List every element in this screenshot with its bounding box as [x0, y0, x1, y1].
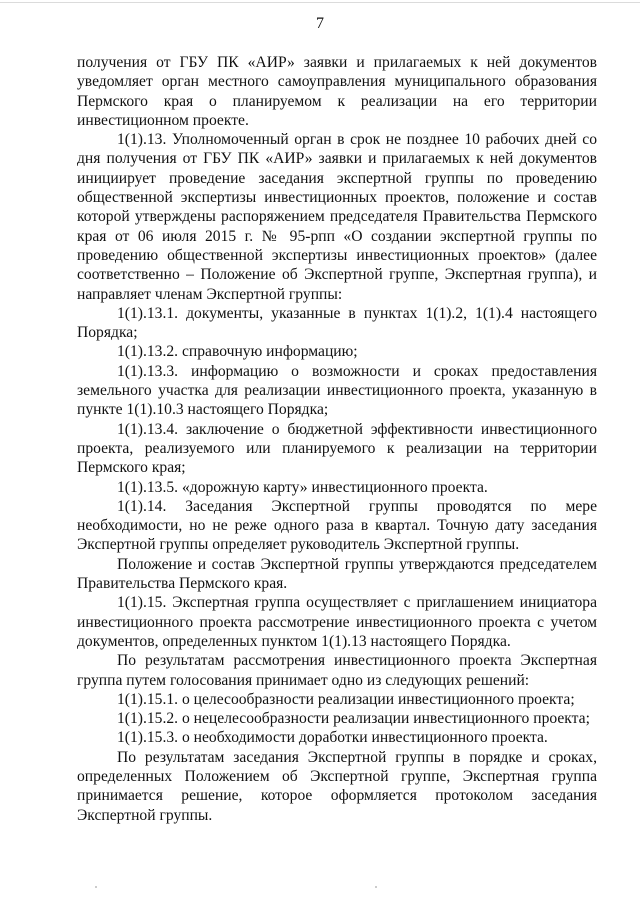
paragraph-1-1-15-3: 1(1).15.3. о необходимости доработки инвестиционного проекта.	[117, 729, 548, 747]
scan-mark-top-line	[0, 2, 640, 3]
paragraph-1-1-15-1: 1(1).15.1. о целесообразности реализации инвестиционного проекта;	[117, 690, 575, 708]
paragraph-continuation: получения от ГБУ ПК «АИР» заявки и прилагаемых к ней документов уведомляет орган местного самоуправления муниципального образования Пермского края о планируемом к реализации на его территории инвестиционном проекте.	[77, 54, 597, 129]
paragraph-1-1-13: 1(1).13. Уполномоченный орган в срок не позднее 10 рабочих дней со дня получения от ГБУ ПК «АИР» заявки и прилагаемых к ней документов инициирует проведение заседания экспертной группы по проведению общественной экспертизы инвестиционных проектов, положение и состав которой утверждены распоряжением председателя Правительства Пермского края от 06 июля 2015 г. № 95-рпп «О создании экспертной группы по проведению общественной экспертизы инвестиционных проектов» (далее соответственно – Положение об Экспертной группе, Экспертная группа), и направляет членам Экспертной группы:	[77, 131, 597, 303]
paragraph-voting-decisions: По результатам рассмотрения инвестиционного проекта Экспертная группа путем голосования принимает одно из следующих решений:	[77, 652, 597, 689]
paragraph-expert-group-composition: Положение и состав Экспертной группы утверждаются председателем Правительства Пермского края.	[77, 555, 597, 593]
document-body	[77, 53, 597, 825]
scan-mark-bottom-left	[95, 886, 97, 888]
paragraph-1-1-13-2: 1(1).13.2. справочную информацию;	[117, 343, 358, 361]
paragraph-1-1-13-4: 1(1).13.4. заключение о бюджетной эффективности инвестиционного проекта, реализуемого или планируемого к реализации на территории Пермского края;	[77, 420, 597, 477]
paragraph-meeting-results: По результатам заседания Экспертной группы в порядке и сроках, определенных Положением об Экспертной группе, Экспертная группа принимается решение, которое оформляется протоколом заседания Экспертной группы.	[77, 748, 597, 824]
paragraph-1-1-13-5: 1(1).13.5. «дорожную карту» инвестиционного проекта.	[117, 478, 488, 496]
paragraph-1-1-14: 1(1).14. Заседания Экспертной группы проводятся по мере необходимости, но не реже одного раза в квартал. Точную дату заседания Экспертной группы определяет руководитель Экспертной группы.	[77, 497, 597, 554]
scan-mark-bottom-center	[375, 886, 377, 888]
paragraph-1-1-13-3: 1(1).13.3. информацию о возможности и сроках предоставления земельного участка для реализации инвестиционного проекта, указанную в пункте 1(1).10.3 настоящего Порядка;	[77, 362, 597, 419]
page-number: 7	[316, 15, 324, 32]
paragraph-1-1-13-1: 1(1).13.1. документы, указанные в пунктах 1(1).2, 1(1).4 настоящего Порядка;	[77, 304, 597, 342]
paragraph-1-1-15: 1(1).15. Экспертная группа осуществляет с приглашением инициатора инвестиционного проекта рассмотрение инвестиционного проекта с учетом документов, определенных пунктом 1(1).13 настоящего Порядка.	[77, 594, 597, 650]
paragraph-1-1-15-2: 1(1).15.2. о нецелесообразности реализации инвестиционного проекта;	[117, 710, 590, 728]
